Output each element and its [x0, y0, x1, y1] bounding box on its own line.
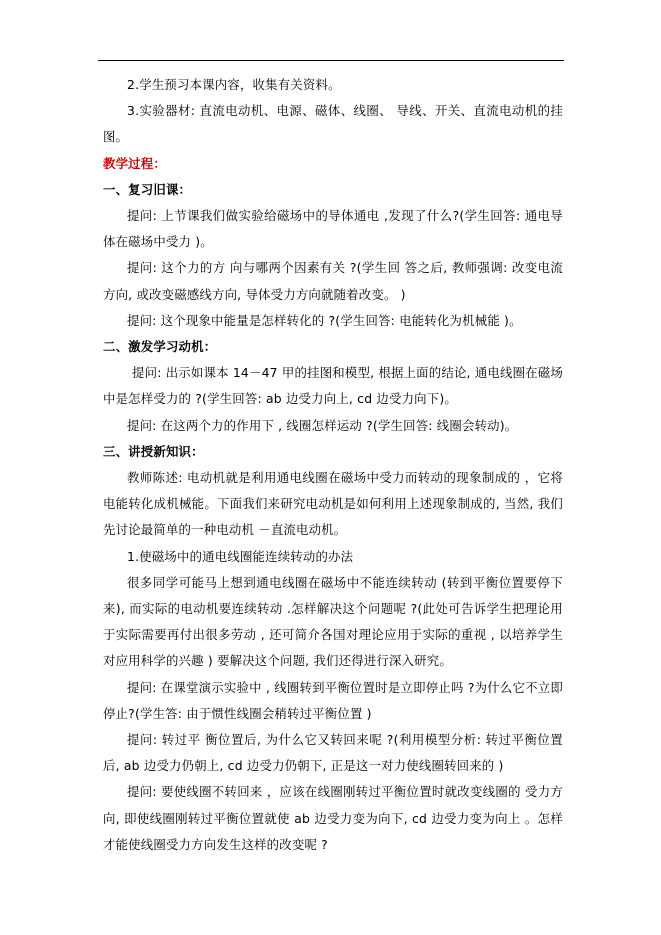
header-rule [98, 60, 564, 61]
document-body [103, 72, 563, 858]
question-paragraph: 提问: 要使线圈不转回来 ，应该在线圈刚转过平衡位置时就改变线圈的 受力方向, 即使线圈刚转过平衡位置就使 ab 边受力变为向下, cd 边受力变为向上 。怎样才能使线圈受力方向发生这样的改变呢 ? [103, 784, 563, 852]
section-heading-teaching-process: 教学过程： [103, 155, 166, 171]
section-heading-motivation: 二、激发学习动机： [103, 339, 217, 355]
question-paragraph: 提问: 转过平 衡位置后, 为什么它又转回来呢 ?(利用模型分析: 转过平衡位置后, ab 边受力仍朝上, cd 边受力仍朝下, 正是这一对力使线圈转回来的 ) [103, 732, 563, 774]
prep-item-3: 3.实验器材: 直流电动机、电源、磁体、线圈、 导线、开关、直流电动机的挂图。 [103, 103, 563, 145]
subsection-heading: 1.使磁场中的通电线圈能连续转动的办法 [127, 548, 354, 564]
question-paragraph: 提问: 在课堂演示实验中 , 线圈转到平衡位置时是立即停止吗 ?为什么它不立即停止?(学生答: 由于惯性线圈会稍转过平衡位置 ) [103, 679, 563, 721]
question-paragraph: 提问: 出示如课本 14－47 甲的挂图和模型, 根据上面的结论, 通电线圈在磁场中是怎样受力的 ?(学生回答: ab 边受力向上, cd 边受力向下)。 [103, 365, 563, 407]
question-paragraph: 提问: 上节课我们做实验给磁场中的导体通电 ,发现了什么?(学生回答: 通电导体在磁场中受力 )。 [103, 208, 563, 250]
section-heading-review: 一、复习旧课： [103, 181, 192, 197]
question-paragraph: 提问: 在这两个力的作用下 , 线圈怎样运动 ?(学生回答: 线圈会转动)。 [127, 417, 518, 433]
section-heading-new-knowledge: 三、讲授新知识： [103, 443, 204, 459]
prep-item-2: 2.学生预习本课内容，收集有关资料。 [127, 77, 341, 92]
body-paragraph: 很多同学可能马上想到通电线圈在磁场中不能连续转动 (转到平衡位置要停下来), 而实际的电动机要连续转动 .怎样解决这个问题呢 ?(此处可告诉学生把理论用于实际需要再付出很多劳动 , 还可简介各国对理论应用于实际的重视 , 以培养学生对应用科学的兴趣 ) 要解决这个问题, 我们还得进行深入研究。 [103, 574, 563, 669]
question-paragraph: 提问: 这个力的方 向与哪两个因素有关 ?(学生回 答之后, 教师强调: 改变电流方向, 或改变磁感线方向, 导体受力方向就随着改变。 ) [103, 260, 563, 302]
question-paragraph: 提问: 这个现象中能量是怎样转化的 ?(学生回答: 电能转化为机械能 )。 [127, 312, 522, 328]
teacher-statement-paragraph: 教师陈述: 电动机就是利用通电线圈在磁场中受力而转动的现象制成的 ，它将电能转化成机械能。下面我们来研究电动机是如何利用上述现象制成的, 当然, 我们先讨论最简单的一种电动机 －直流电动机。 [103, 470, 563, 538]
